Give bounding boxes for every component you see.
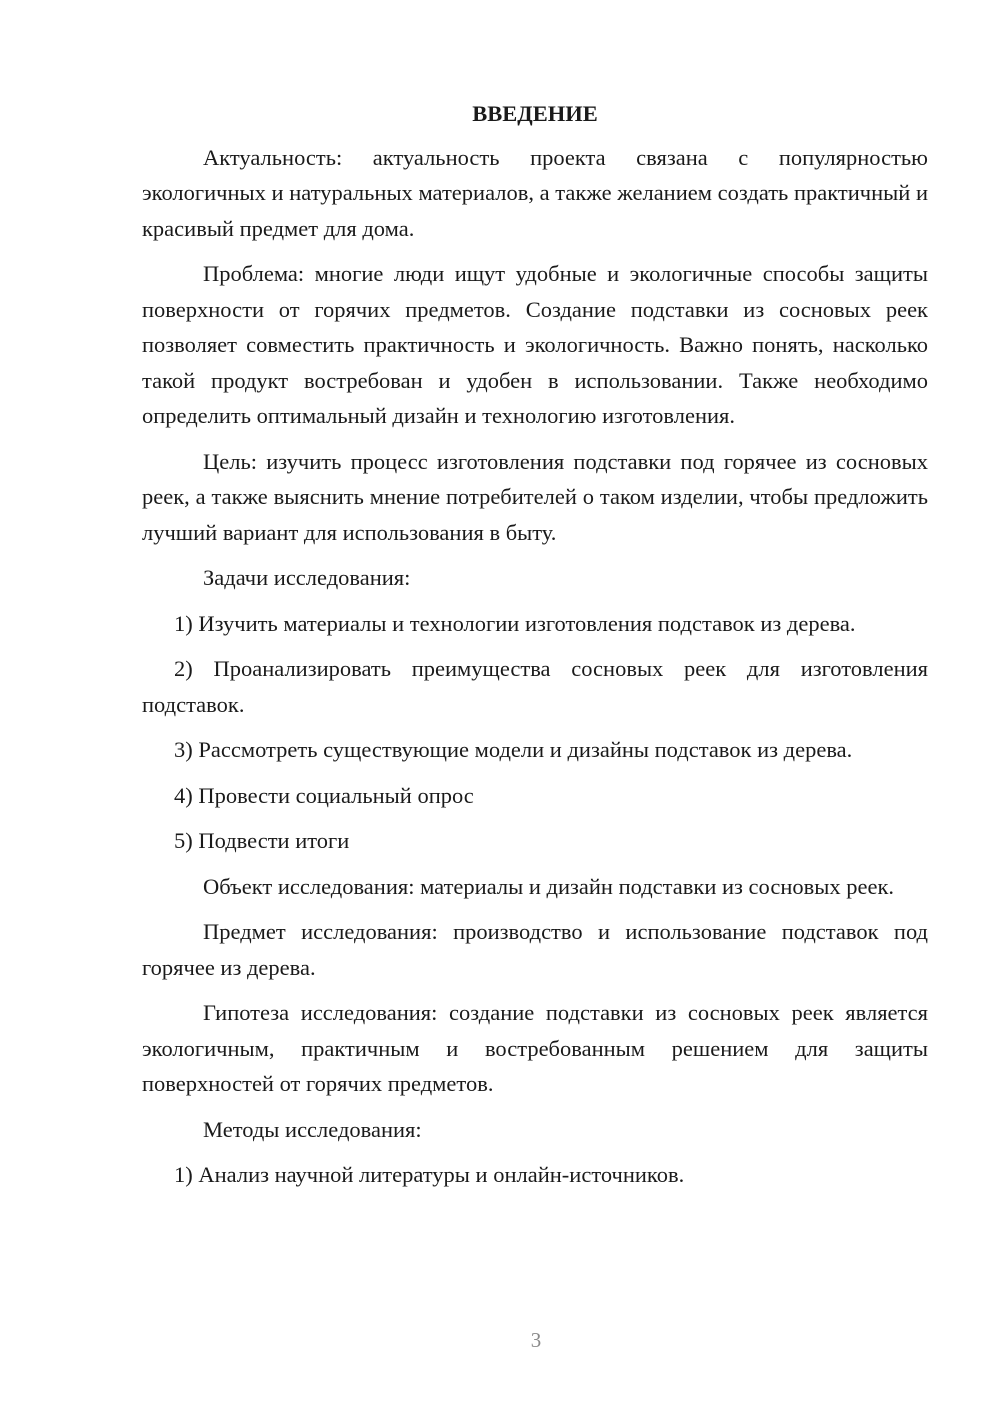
paragraph-object: Объект исследования: материалы и дизайн подставки из сосновых реек. [203, 873, 895, 899]
paragraph-problem: Проблема: многие люди ищут удобные и экологичные способы защиты поверхности от горячих предметов. Создание подставки из сосновых реек позволяет совместить практичность и экологичность. Важно понять, насколько такой продукт востребован и удобен в использовании. Также необходимо определить оптимальный дизайн и технологию изготовления. [142, 261, 928, 428]
paragraph-subject: Предмет исследования: производство и использование подставок под горячее из дерева. [142, 919, 928, 980]
paragraph-goal: Цель: изучить процесс изготовления подставки под горячее из сосновых реек, а также выяснить мнение потребителей о таком изделии, чтобы предложить лучший вариант для использования в быту. [142, 448, 928, 545]
task-item-2: 2) Проанализировать преимущества сосновых реек для изготовления подставок. [142, 656, 928, 717]
paragraph-hypothesis: Гипотеза исследования: создание подставки из сосновых реек является экологичным, практичным и востребованным решением для защиты поверхностей от горячих предметов. [142, 1000, 928, 1096]
page-number: 3 [530, 1328, 542, 1352]
document-page [142, 96, 928, 1203]
task-item-1: 1) Изучить материалы и технологии изготовления подставок из дерева. [174, 610, 856, 636]
task-item-5: 5) Подвести итоги [174, 828, 350, 853]
task-item-4: 4) Провести социальный опрос [174, 782, 474, 808]
section-title: ВВЕДЕНИЕ [472, 101, 598, 126]
paragraph-relevance: Актуальность: актуальность проекта связана с популярностью экологичных и натуральных материалов, а также желанием создать практичный и красивый предмет для дома. [142, 144, 928, 241]
task-item-3: 3) Рассмотреть существующие модели и дизайны подставок из дерева. [174, 737, 853, 762]
tasks-heading: Задачи исследования: [203, 565, 411, 590]
methods-heading: Методы исследования: [203, 1116, 422, 1142]
method-item-1: 1) Анализ научной литературы и онлайн-источников. [174, 1162, 685, 1187]
